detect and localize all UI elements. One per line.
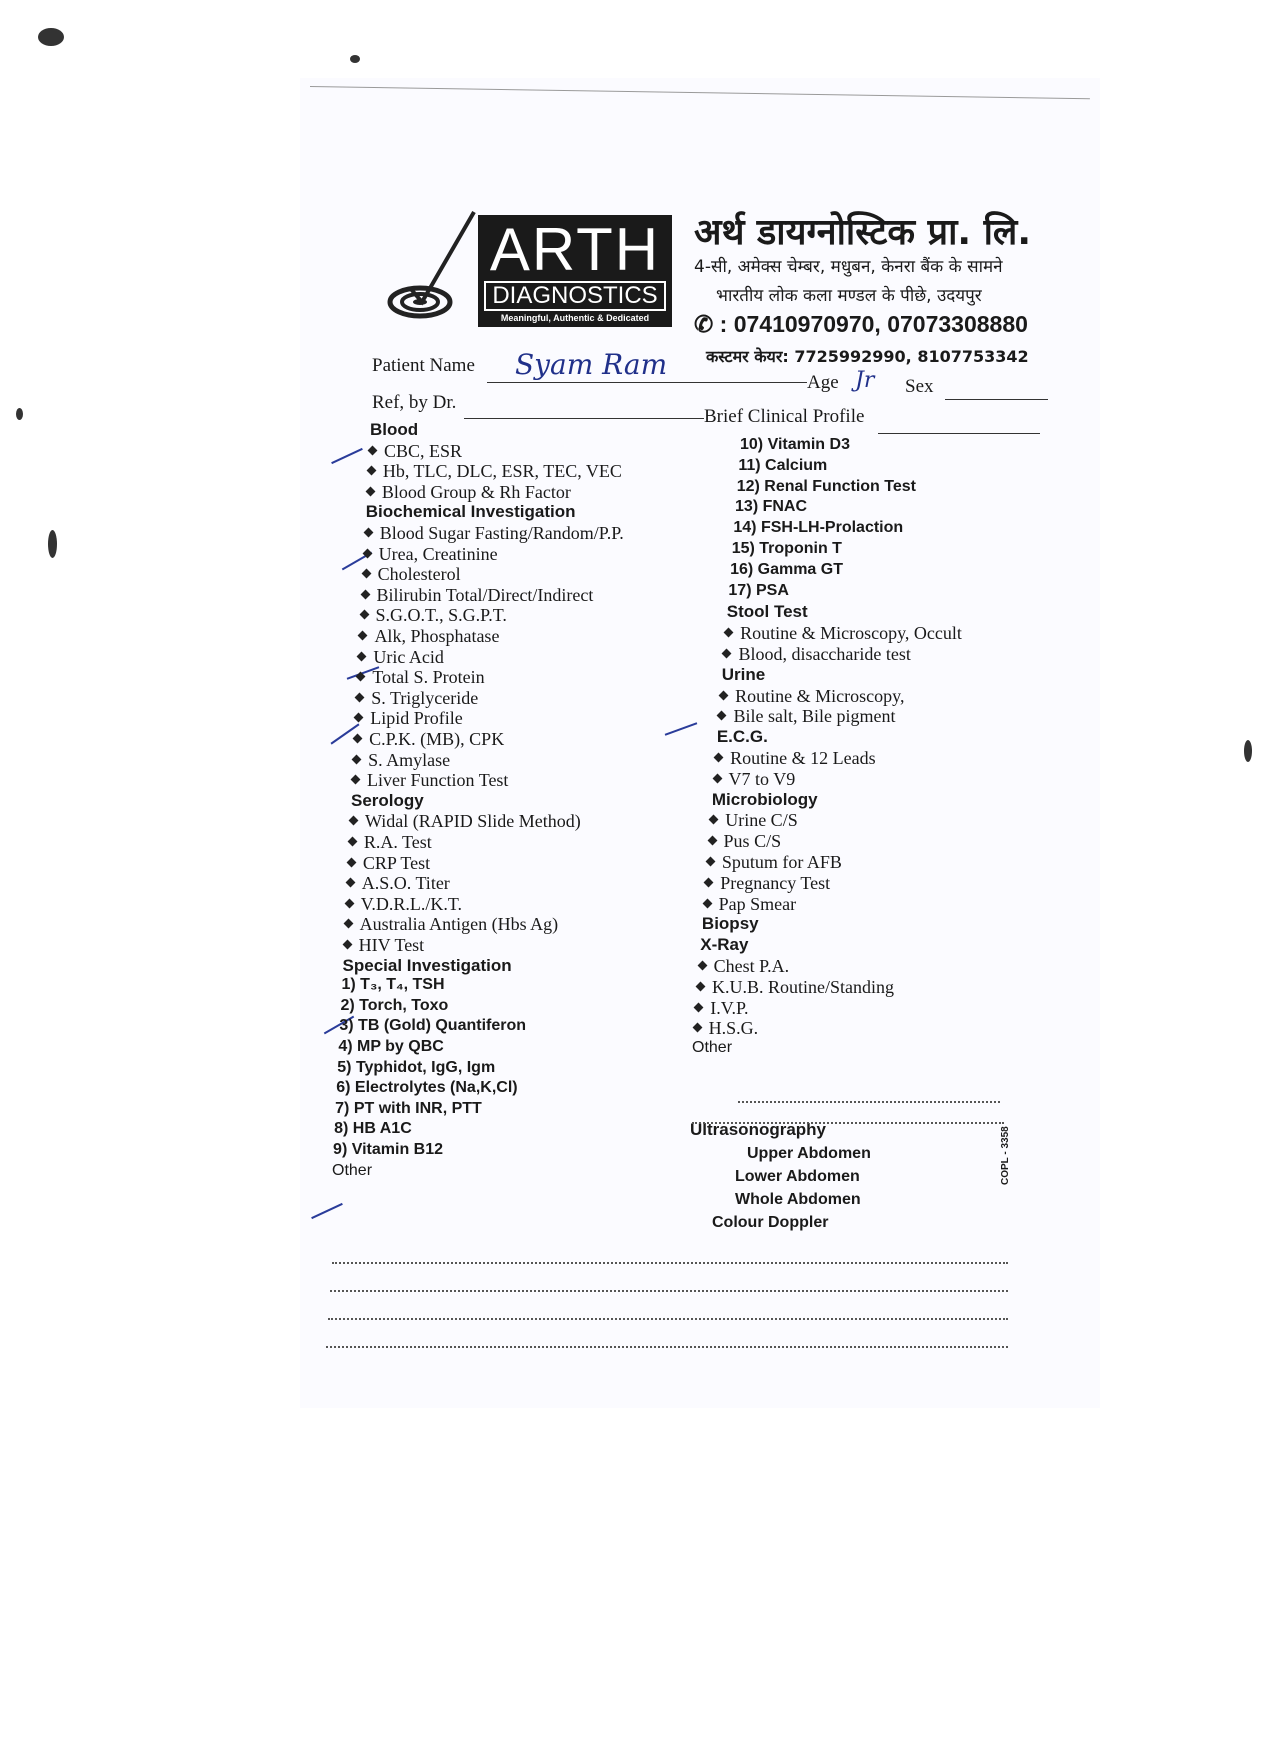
test-item xyxy=(346,894,462,915)
bullet-icon xyxy=(357,651,367,661)
age-label: Age xyxy=(807,372,839,393)
test-item xyxy=(737,478,916,496)
section-heading xyxy=(370,420,418,440)
sex-label: Sex xyxy=(905,376,934,397)
logo xyxy=(478,215,672,327)
test-label: Liver Function Test xyxy=(367,770,509,791)
test-item xyxy=(740,436,850,454)
logo-title: ARTH xyxy=(489,216,661,283)
ultrasound-extra: Colour Doppler xyxy=(712,1214,829,1231)
bullet-icon xyxy=(343,919,353,929)
test-label: Routine & Microscopy, Occult xyxy=(740,623,962,644)
test-label: Total S. Protein xyxy=(372,667,485,688)
bullet-icon xyxy=(707,836,717,846)
ultrasound-item: Upper Abdomen xyxy=(747,1145,871,1162)
bullet-icon xyxy=(356,672,366,682)
bullet-icon xyxy=(704,877,714,887)
speck xyxy=(38,28,64,46)
test-label: 13) FNAC xyxy=(735,498,808,516)
test-item xyxy=(340,997,448,1015)
test-item xyxy=(347,873,450,894)
test-item xyxy=(345,914,558,935)
test-label: V7 to V9 xyxy=(728,768,796,789)
bullet-icon xyxy=(345,878,355,888)
test-item xyxy=(354,729,504,750)
test-item xyxy=(339,1017,526,1035)
test-label: 14) FSH-LH-Prolaction xyxy=(733,519,904,537)
test-label: 17) PSA xyxy=(728,581,789,599)
test-label: 4) MP by QBC xyxy=(338,1038,444,1055)
test-item xyxy=(363,564,461,585)
test-label: Hb, TLC, DLC, ESR, TEC, VEC xyxy=(382,461,622,482)
bullet-icon xyxy=(694,1002,704,1012)
section-heading xyxy=(727,602,808,622)
speck xyxy=(16,408,23,420)
test-label: Uric Acid xyxy=(373,646,444,667)
bullet-icon xyxy=(352,754,362,764)
test-label: Alk, Phosphatase xyxy=(374,626,500,646)
test-label: K.U.B. Routine/Standing xyxy=(711,976,894,997)
other-line xyxy=(328,1318,1008,1320)
test-label: Pregnancy Test xyxy=(720,872,831,893)
test-item xyxy=(338,1038,444,1056)
test-item xyxy=(367,482,571,503)
profile-line xyxy=(878,433,1040,434)
test-label: Biopsy xyxy=(701,914,759,934)
test-label: Routine & Microscopy, xyxy=(735,685,905,706)
section-heading xyxy=(343,956,512,976)
bullet-icon xyxy=(346,857,356,867)
section-heading xyxy=(700,935,748,955)
test-item xyxy=(336,1079,517,1097)
test-label: Blood Sugar Fasting/Random/P.P. xyxy=(379,523,624,543)
bullet-icon xyxy=(366,466,376,476)
address-line-2: भारतीय लोक कला मण्डल के पीछे, उदयपुर xyxy=(716,286,982,306)
bullet-icon xyxy=(361,569,371,579)
test-label: Sputum for AFB xyxy=(721,852,842,872)
test-label: I.V.P. xyxy=(710,997,749,1018)
bullet-icon xyxy=(717,711,727,721)
hindi-company-name: अर्थ डायग्नोस्टिक प्रा. लि. xyxy=(694,212,1032,253)
test-item xyxy=(369,441,462,462)
section-heading xyxy=(351,791,424,811)
test-item xyxy=(733,519,903,537)
test-label: Widal (RAPID Slide Method) xyxy=(364,811,581,832)
bullet-icon xyxy=(347,837,357,847)
test-item xyxy=(714,769,796,790)
speck xyxy=(350,55,360,63)
profile-label: Brief Clinical Profile xyxy=(704,406,865,427)
test-label: HIV Test xyxy=(358,935,425,955)
test-label: Bilirubin Total/Direct/Indirect xyxy=(376,584,594,605)
form-code: COPL - 3358 xyxy=(1000,1126,1011,1185)
bullet-icon xyxy=(363,528,373,538)
bullet-icon xyxy=(712,773,722,783)
test-item xyxy=(332,1162,372,1180)
ref-label: Ref, by Dr. xyxy=(372,392,457,413)
bullet-icon xyxy=(351,775,361,785)
test-item xyxy=(337,1059,495,1077)
speck xyxy=(48,530,57,558)
section-heading xyxy=(712,790,818,810)
age-handwritten: Jr xyxy=(855,368,875,393)
test-label: Pus C/S xyxy=(723,831,782,852)
test-label: 7) PT with INR, PTT xyxy=(335,1099,482,1117)
test-label: 5) Typhidot, IgG, Igm xyxy=(337,1058,496,1076)
test-label: Blood Group & Rh Factor xyxy=(381,481,571,502)
section-heading xyxy=(702,914,759,934)
test-label: V.D.R.L./K.T. xyxy=(360,893,463,914)
test-label: CBC, ESR xyxy=(383,440,462,461)
test-label: X-Ray xyxy=(700,935,749,955)
test-label: Microbiology xyxy=(711,789,818,809)
other-line xyxy=(326,1346,1008,1348)
test-item xyxy=(738,457,827,475)
bullet-icon xyxy=(360,589,370,599)
test-label: 15) Troponin T xyxy=(731,540,842,557)
logo-target-icon xyxy=(386,210,476,320)
test-item xyxy=(353,750,450,771)
test-label: Urine C/S xyxy=(725,810,798,831)
logo-tagline: Meaningful, Authentic & Dedicated xyxy=(500,313,650,323)
test-label: E.C.G. xyxy=(716,727,768,747)
bullet-icon xyxy=(722,649,732,659)
test-label: Serology xyxy=(351,790,424,810)
test-item xyxy=(705,873,830,894)
test-item xyxy=(723,644,910,665)
test-label: 12) Renal Function Test xyxy=(736,477,916,495)
bullet-icon xyxy=(359,610,369,620)
test-item xyxy=(350,811,581,832)
test-label: S.G.O.T., S.G.P.T. xyxy=(375,605,507,626)
test-label: 2) Torch, Toxo xyxy=(340,996,449,1014)
test-label: Lipid Profile xyxy=(370,708,463,729)
test-item xyxy=(364,544,498,565)
test-item xyxy=(715,748,875,769)
bullet-icon xyxy=(348,816,358,826)
test-item xyxy=(342,976,445,994)
test-label: Urea, Creatinine xyxy=(378,543,498,564)
test-item xyxy=(335,1100,482,1118)
test-item xyxy=(692,1039,732,1057)
sex-line xyxy=(945,399,1048,400)
test-item xyxy=(720,686,904,707)
test-item xyxy=(695,998,748,1019)
address-line-1: 4-सी, अमेक्स चेम्बर, मधुबन, केनरा बैंक के सामने xyxy=(694,257,1003,277)
test-label: 16) Gamma GT xyxy=(730,560,843,578)
test-label: CRP Test xyxy=(362,852,431,873)
test-item xyxy=(725,623,962,644)
test-item xyxy=(362,585,594,606)
test-item xyxy=(357,667,484,688)
test-item xyxy=(709,831,782,852)
test-item xyxy=(352,770,508,791)
patient-name-label: Patient Name xyxy=(372,355,475,376)
phone-numbers: ✆ : 07410970970, 07073308880 xyxy=(694,311,1028,337)
bullet-icon xyxy=(353,734,363,744)
bullet-icon xyxy=(719,690,729,700)
bullet-icon xyxy=(358,631,368,641)
bullet-icon xyxy=(354,713,364,723)
bullet-icon xyxy=(342,940,352,950)
bullet-icon xyxy=(705,857,715,867)
test-item xyxy=(718,706,895,727)
test-item xyxy=(735,498,807,516)
test-label: Blood xyxy=(370,420,419,439)
test-label: 8) HB A1C xyxy=(334,1120,412,1138)
test-item xyxy=(710,810,798,831)
test-item xyxy=(704,894,796,915)
test-label: Chest P.A. xyxy=(713,956,790,976)
test-label: C.P.K. (MB), CPK xyxy=(369,729,505,749)
ultrasound-item: Lower Abdomen xyxy=(735,1168,860,1185)
test-label: Bile salt, Bile pigment xyxy=(733,706,896,727)
test-item xyxy=(348,853,430,874)
test-item xyxy=(356,688,478,709)
test-label: Special Investigation xyxy=(342,955,512,975)
test-label: 3) TB (Gold) Quantiferon xyxy=(339,1017,527,1035)
test-label: Pap Smear xyxy=(718,893,797,914)
other-line xyxy=(692,1122,1004,1124)
test-item xyxy=(334,1120,412,1138)
test-item xyxy=(730,561,843,579)
test-label: Routine & 12 Leads xyxy=(730,748,876,768)
test-item xyxy=(728,582,788,600)
logo-subtitle: DIAGNOSTICS xyxy=(484,281,666,311)
customer-care: कस्टमर केयर: 7725992990, 8107753342 xyxy=(706,347,1029,366)
test-label: 10) Vitamin D3 xyxy=(740,436,850,453)
test-label: Other xyxy=(692,1039,733,1057)
speck xyxy=(1244,740,1252,762)
test-item xyxy=(707,852,842,873)
test-item xyxy=(349,832,432,853)
bullet-icon xyxy=(367,445,377,455)
bullet-icon xyxy=(365,486,375,496)
test-label: Australia Antigen (Hbs Ag) xyxy=(359,914,559,935)
bullet-icon xyxy=(724,628,734,638)
test-item xyxy=(359,626,499,647)
test-item xyxy=(344,935,425,956)
test-label: A.S.O. Titer xyxy=(361,873,450,894)
bullet-icon xyxy=(355,692,365,702)
bullet-icon xyxy=(714,753,724,763)
test-label: Biochemical Investigation xyxy=(365,502,576,522)
section-heading xyxy=(366,502,576,522)
test-label: Urine xyxy=(721,664,766,684)
other-line xyxy=(738,1101,1000,1103)
other-line xyxy=(332,1262,1008,1264)
test-label: Other xyxy=(332,1161,373,1179)
test-label: Stool Test xyxy=(726,602,808,622)
test-item xyxy=(355,708,463,729)
test-label: Cholesterol xyxy=(377,564,461,585)
test-label: S. Amylase xyxy=(368,749,451,770)
ref-line xyxy=(464,418,704,419)
test-label: 1) T₃, T₄, TSH xyxy=(341,976,445,994)
other-line xyxy=(330,1290,1008,1292)
test-label: 6) Electrolytes (Na,K,Cl) xyxy=(336,1079,518,1097)
bullet-icon xyxy=(702,898,712,908)
test-item xyxy=(333,1141,443,1159)
test-label: 9) Vitamin B12 xyxy=(333,1141,444,1158)
section-heading xyxy=(722,665,765,685)
ultrasound-title: Ultrasonography xyxy=(690,1120,827,1139)
test-item xyxy=(358,647,443,668)
bullet-icon xyxy=(709,815,719,825)
ultrasound-item: Whole Abdomen xyxy=(735,1191,861,1208)
bullet-icon xyxy=(697,961,707,971)
bullet-icon xyxy=(344,898,354,908)
patient-name-handwritten: Syam Ram xyxy=(515,348,668,381)
patient-name-line xyxy=(487,382,807,383)
bullet-icon xyxy=(692,1023,702,1033)
test-label: H.S.G. xyxy=(708,1018,759,1039)
test-item xyxy=(699,956,790,977)
bullet-icon xyxy=(696,981,706,991)
test-item xyxy=(365,523,624,544)
test-item xyxy=(732,540,842,558)
test-item xyxy=(697,977,894,998)
test-item xyxy=(694,1018,759,1039)
test-label: Blood, disaccharide test xyxy=(738,644,911,664)
section-heading xyxy=(717,727,768,747)
test-label: R.A. Test xyxy=(363,832,432,852)
test-item xyxy=(368,461,622,482)
test-label: 11) Calcium xyxy=(738,456,828,474)
test-item xyxy=(361,605,507,626)
test-label: S. Triglyceride xyxy=(371,687,479,708)
bullet-icon xyxy=(362,548,372,558)
